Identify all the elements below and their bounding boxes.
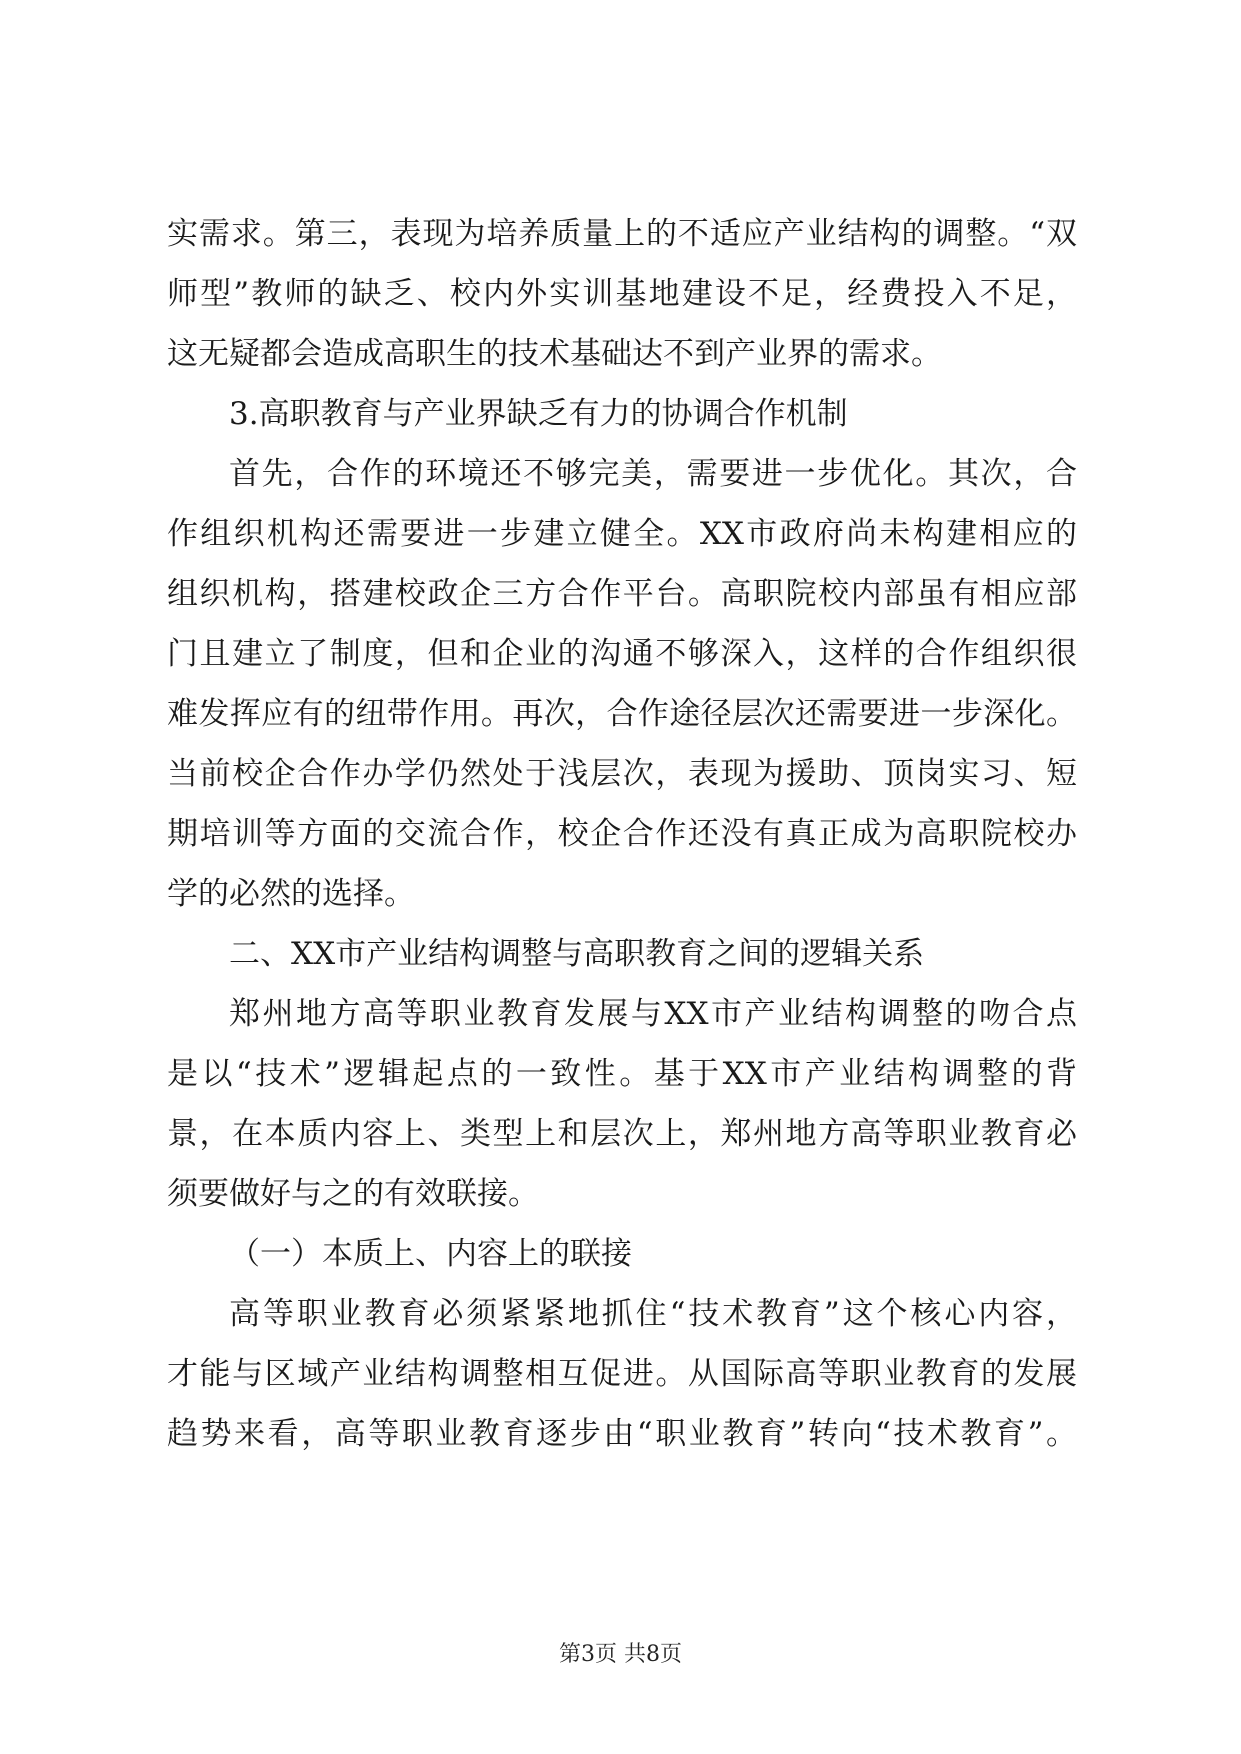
page-number-footer: 第3页 共8页 bbox=[559, 1642, 682, 1667]
text-line: 期培训等方面的交流合作，校企合作还没有真正成为高职院校办 bbox=[167, 816, 1077, 852]
text-line: 才能与区域产业结构调整相互促进。从国际高等职业教育的发展 bbox=[167, 1356, 1077, 1392]
text-line: 门且建立了制度，但和企业的沟通不够深入，这样的合作组织很 bbox=[167, 636, 1077, 672]
text-line: 景，在本质内容上、类型上和层次上，郑州地方高等职业教育必 bbox=[167, 1116, 1077, 1152]
section-heading: 二、XX市产业结构调整与高职教育之间的逻辑关系 bbox=[229, 936, 925, 972]
text-line: 作组织机构还需要进一步建立健全。XX市政府尚未构建相应的 bbox=[167, 516, 1077, 552]
text-line: 须要做好与之的有效联接。 bbox=[167, 1176, 539, 1212]
text-line: 实需求。第三，表现为培养质量上的不适应产业结构的调整。“双 bbox=[167, 216, 1077, 252]
text-line: 当前校企合作办学仍然处于浅层次，表现为援助、顶岗实习、短 bbox=[167, 756, 1077, 792]
text-line: 高等职业教育必须紧紧地抓住“技术教育”这个核心内容， bbox=[229, 1296, 1077, 1332]
text-line: 趋势来看，高等职业教育逐步由“职业教育”转向“技术教育”。 bbox=[167, 1416, 1077, 1452]
text-line: 首先，合作的环境还不够完美，需要进一步优化。其次，合 bbox=[229, 456, 1077, 492]
section-heading: 3.高职教育与产业界缺乏有力的协调合作机制 bbox=[229, 396, 848, 432]
text-line: 师型”教师的缺乏、校内外实训基地建设不足，经费投入不足， bbox=[167, 276, 1077, 312]
text-line: 郑州地方高等职业教育发展与XX市产业结构调整的吻合点 bbox=[229, 996, 1077, 1032]
text-line: 是以“技术”逻辑起点的一致性。基于XX市产业结构调整的背 bbox=[167, 1056, 1077, 1092]
text-line: 组织机构，搭建校政企三方合作平台。高职院校内部虽有相应部 bbox=[167, 576, 1077, 612]
text-line: 难发挥应有的纽带作用。再次，合作途径层次还需要进一步深化。 bbox=[167, 696, 1077, 732]
subsection-heading: （一）本质上、内容上的联接 bbox=[229, 1236, 632, 1272]
document-body bbox=[167, 204, 1077, 1464]
text-line: 这无疑都会造成高职生的技术基础达不到产业界的需求。 bbox=[167, 336, 942, 372]
text-line: 学的必然的选择。 bbox=[167, 876, 415, 912]
